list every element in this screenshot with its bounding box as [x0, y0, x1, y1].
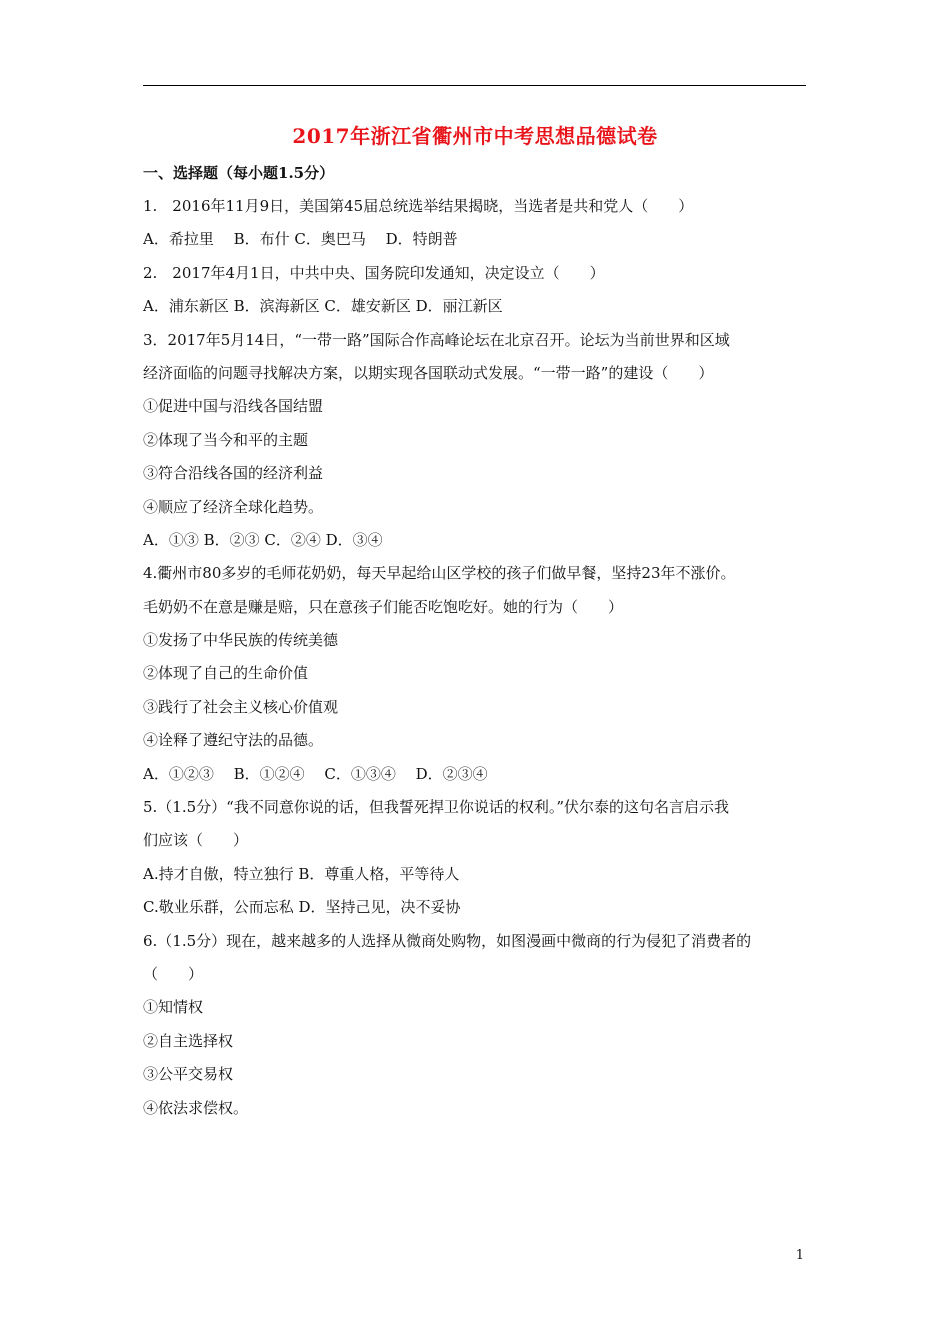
question-3-statement-1: ①促进中国与沿线各国结盟 [143, 397, 324, 416]
question-4-statement-2: ②体现了自己的生命价值 [143, 664, 309, 683]
question-6-statement-1: ①知情权 [143, 998, 204, 1017]
question-4-options: A．①②③ B．①②④ C．①③④ D．②③④ [143, 764, 488, 783]
question-2-options: A．浦东新区 B．滨海新区 C．雄安新区 D．丽江新区 [143, 297, 503, 316]
question-6-statement-2: ②自主选择权 [143, 1031, 234, 1050]
question-3-options: A．①③ B．②③ C．②④ D．③④ [143, 530, 383, 549]
question-6-statement-3: ③公平交易权 [143, 1065, 234, 1084]
question-4-statement-4: ④诠释了遵纪守法的品德。 [143, 731, 324, 750]
question-5-stem-line-2: 们应该（ ） [143, 831, 249, 850]
question-1-stem: 1. 2016年11月9日，美国第45届总统选举结果揭晓，当选者是共和党人（ ） [143, 197, 694, 215]
question-list [143, 193, 811, 1128]
question-6-stem-line-1: 6.（1.5分）现在，越来越多的人选择从微商处购物，如图漫画中微商的行为侵犯了消费者的 [143, 931, 752, 950]
question-3-statement-4: ④顺应了经济全球化趋势。 [143, 497, 324, 516]
page-number: 1 [795, 1248, 804, 1263]
question-4-stem-line-1: 4.衢州市80多岁的毛师花奶奶，每天早起给山区学校的孩子们做早餐，坚持23年不涨价。 [143, 564, 736, 583]
question-4-stem-line-2: 毛奶奶不在意是赚是赔，只在意孩子们能否吃饱吃好。她的行为（ ） [143, 597, 624, 616]
question-3-stem-line-1: 3．2017年5月14日，“一带一路”国际合作高峰论坛在北京召开。论坛为当前世界和区域 [143, 330, 730, 349]
question-3-statement-3: ③符合沿线各国的经济利益 [143, 464, 324, 483]
exam-title: 2017年浙江省衢州市中考思想品德试卷 [292, 124, 658, 148]
question-3-stem-line-2: 经济面临的问题寻找解决方案，以期实现各国联动式发展。“一带一路”的建设（ ） [143, 363, 714, 382]
question-4-statement-3: ③践行了社会主义核心价值观 [143, 697, 339, 716]
question-2-stem: 2. 2017年4月1日，中共中央、国务院印发通知，决定设立（ ） [143, 263, 605, 282]
question-5-stem-line-1: 5.（1.5分）“我不同意你说的话，但我誓死捍卫你说话的权利。”伏尔泰的这句名言启示我 [143, 798, 730, 817]
section-heading: 一、选择题（每小题1.5分） [143, 164, 335, 182]
question-3-statement-2: ②体现了当今和平的主题 [143, 430, 309, 449]
question-4-statement-1: ①发扬了中华民族的传统美德 [143, 631, 339, 650]
question-5-options-line-2: C.敬业乐群，公而忘私 D．坚持己见，决不妥协 [143, 898, 461, 917]
header-rule [143, 85, 806, 86]
question-6-statement-4: ④依法求偿权。 [143, 1098, 249, 1117]
question-6-stem-line-2: （ ） [143, 964, 204, 983]
question-5-options-line-1: A.持才自傲，特立独行 B．尊重人格，平等待人 [143, 864, 460, 883]
question-1-options: A．希拉里 B．布什 C．奥巴马 D．特朗普 [143, 230, 458, 249]
